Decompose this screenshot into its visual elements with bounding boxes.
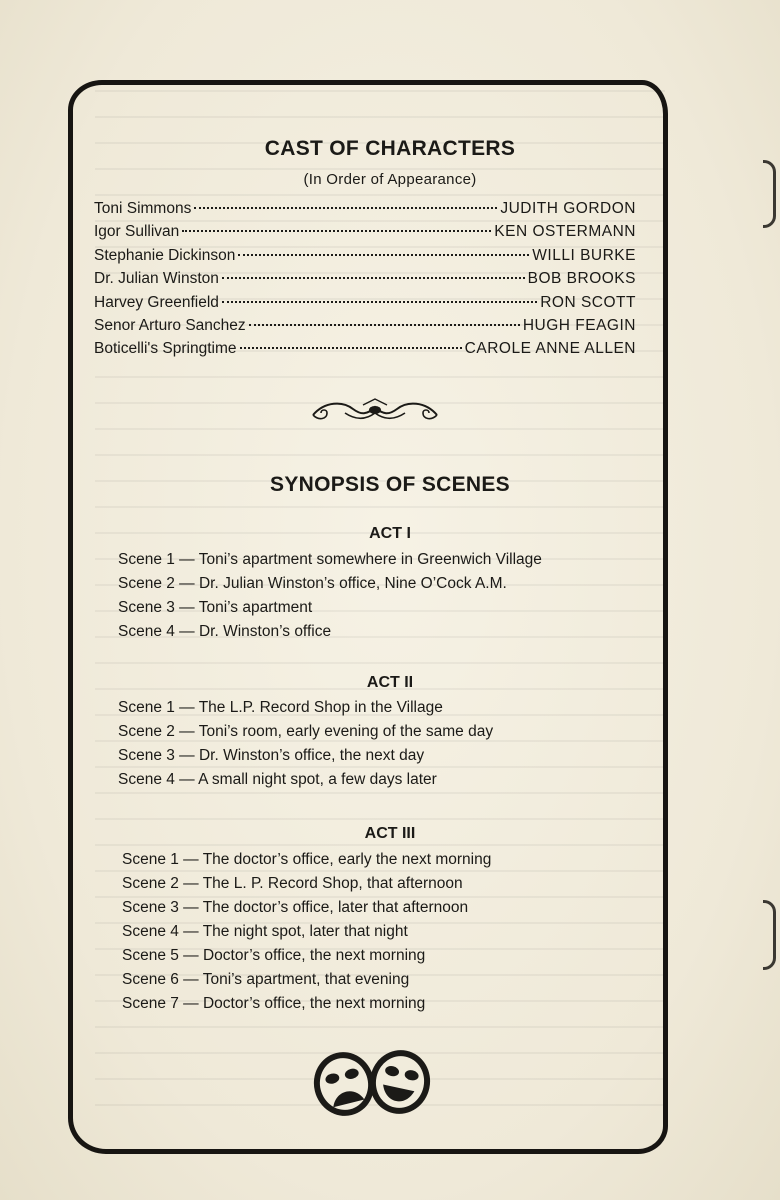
cast-actor: JUDITH GORDON <box>500 200 636 217</box>
cast-role: Harvey Greenfield <box>94 293 219 311</box>
cast-role: Stephanie Dickinson <box>94 246 236 264</box>
cast-role: Senor Arturo Sanchez <box>94 316 246 334</box>
cast-entry <box>94 247 636 270</box>
scene-line: Scene 7 — Doctor’s office, the next morning <box>122 995 426 1012</box>
scene-line: Scene 1 — The L.P. Record Shop in the Village <box>118 699 443 716</box>
cast-actor: KEN OSTERMANN <box>494 223 636 241</box>
scene-line: Scene 6 — Toni’s apartment, that evening <box>122 971 410 988</box>
cast-role: Boticelli's Springtime <box>94 340 237 358</box>
act-2-scene-list <box>118 699 493 795</box>
scene-line: Scene 2 — Toni’s room, early evening of the same day <box>118 723 494 740</box>
synopsis-title: SYNOPSIS OF SCENES <box>270 473 510 496</box>
leader-dots <box>182 230 491 232</box>
cast-entry <box>94 294 636 317</box>
cast-entry <box>94 317 636 340</box>
scroll-ornament-icon <box>305 393 445 427</box>
cast-entry <box>94 223 636 246</box>
leader-dots <box>194 207 497 209</box>
act-heading: ACT II <box>366 674 414 691</box>
leader-dots <box>238 254 529 256</box>
cast-entry <box>94 270 636 293</box>
cast-actor: CAROLE ANNE ALLEN <box>464 340 636 358</box>
cast-entry <box>94 340 636 363</box>
scene-line: Scene 5 — Doctor’s office, the next morning <box>122 947 426 964</box>
scene-line: Scene 4 — A small night spot, a few days later <box>118 771 437 788</box>
scene-line: Scene 1 — Toni’s apartment somewhere in Greenwich Village <box>118 551 542 568</box>
scene-line: Scene 2 — The L. P. Record Shop, that afternoon <box>122 875 463 892</box>
cast-role: Igor Sullivan <box>94 223 180 241</box>
cast-entry <box>94 200 636 223</box>
cast-title: CAST OF CHARACTERS <box>264 137 516 160</box>
cast-role: Dr. Julian Winston <box>94 270 219 288</box>
theater-masks-icon <box>310 1046 436 1118</box>
scene-line: Scene 1 — The doctor’s office, early the next morning <box>122 851 492 868</box>
cast-actor: HUGH FEAGIN <box>522 316 636 334</box>
leader-dots <box>222 301 537 303</box>
cast-list <box>94 200 636 364</box>
act-1-scene-list <box>118 551 542 647</box>
cast-subtitle: (In Order of Appearance) <box>303 171 477 188</box>
scene-line: Scene 3 — Toni’s apartment <box>118 599 313 616</box>
leader-dots <box>222 277 525 279</box>
act-3-scene-list <box>122 851 491 1019</box>
scene-line: Scene 3 — The doctor’s office, later that afternoon <box>122 899 469 916</box>
leader-dots <box>240 347 462 349</box>
scene-line: Scene 4 — The night spot, later that night <box>122 923 408 940</box>
act-heading: ACT III <box>364 825 416 842</box>
cast-actor: RON SCOTT <box>540 293 636 311</box>
scene-line: Scene 2 — Dr. Julian Winston’s office, Nine O’Cock A.M. <box>118 575 507 592</box>
cast-actor: WILLI BURKE <box>532 246 636 264</box>
scene-line: Scene 4 — Dr. Winston’s office <box>118 623 332 640</box>
binder-hole-mark-bottom <box>763 900 776 970</box>
scene-line: Scene 3 — Dr. Winston’s office, the next day <box>118 747 425 764</box>
leader-dots <box>249 324 520 326</box>
cast-role: Toni Simmons <box>94 200 192 217</box>
act-heading: ACT I <box>369 525 411 542</box>
cast-actor: BOB BROOKS <box>527 270 636 288</box>
